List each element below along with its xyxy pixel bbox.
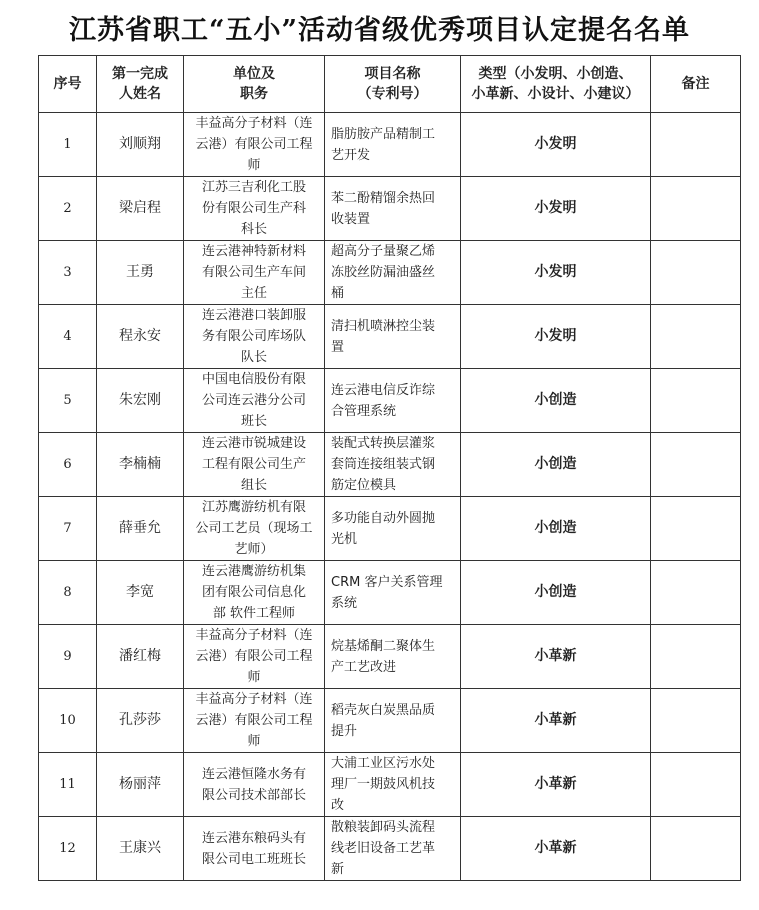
cell-unit xyxy=(184,241,325,305)
table-header-row xyxy=(39,56,741,113)
cell-project-line: 理厂一期鼓风机技 xyxy=(331,777,436,792)
table-row xyxy=(39,817,741,881)
cell-seq: 6 xyxy=(39,433,97,497)
cell-unit xyxy=(184,753,325,817)
cell-type: 小发明 xyxy=(461,241,651,305)
cell-person-name: 孔莎莎 xyxy=(97,689,184,753)
cell-unit-line: 连云港港口装卸服 xyxy=(201,308,306,323)
cell-project xyxy=(325,113,461,177)
cell-project-line: 超高分子量聚乙烯 xyxy=(331,244,436,259)
cell-unit xyxy=(184,113,325,177)
cell-unit-line: 丰益高分子材料（连 xyxy=(195,116,313,131)
cell-person-name: 杨丽萍 xyxy=(97,753,184,817)
cell-project-line: 光机 xyxy=(331,531,358,547)
cell-unit-line: 公司连云港分公司 xyxy=(201,393,306,408)
cell-unit xyxy=(184,561,325,625)
table-row xyxy=(39,753,741,817)
cell-seq: 12 xyxy=(39,817,97,881)
cell-project-line: 提升 xyxy=(331,723,358,739)
cell-unit-line: 主任 xyxy=(240,286,267,301)
cell-unit-line: 连云港鹰游纺机集 xyxy=(201,564,306,579)
cell-seq: 7 xyxy=(39,497,97,561)
cell-person-name: 薛垂允 xyxy=(97,497,184,561)
cell-project xyxy=(325,433,461,497)
table-row xyxy=(39,305,741,369)
cell-unit-line: 队长 xyxy=(240,350,267,365)
cell-unit-line: 工程有限公司生产 xyxy=(201,457,306,472)
cell-project-line: 冻胶丝防漏油盛丝 xyxy=(331,265,436,280)
table-row xyxy=(39,369,741,433)
header-seq: 序号 xyxy=(39,56,97,113)
cell-project-line: 艺开发 xyxy=(331,147,371,163)
cell-project-line: 稻壳灰白炭黑品质 xyxy=(331,702,436,718)
cell-project-line: 多功能自动外圆抛 xyxy=(331,510,436,526)
cell-remark xyxy=(651,369,741,433)
cell-project-line: 装配式转换层灌浆 xyxy=(331,436,436,451)
cell-project-line: 套筒连接组装式钢 xyxy=(331,457,436,472)
cell-person-name: 李楠楠 xyxy=(97,433,184,497)
table-row xyxy=(39,625,741,689)
header-type: 类型（小发明、小创造、 小革新、小设计、小建议） xyxy=(461,56,651,113)
cell-unit-line: 连云港神特新材料 xyxy=(201,244,306,259)
cell-person-name: 王康兴 xyxy=(97,817,184,881)
cell-seq: 3 xyxy=(39,241,97,305)
table-row xyxy=(39,241,741,305)
cell-type: 小创造 xyxy=(461,369,651,433)
cell-unit-line: 限公司电工班班长 xyxy=(201,851,306,867)
cell-project-line: 大浦工业区污水处 xyxy=(331,756,436,771)
cell-unit-line: 连云港东粮码头有 xyxy=(201,830,306,846)
header-person: 第一完成 人姓名 xyxy=(97,56,184,113)
cell-type: 小创造 xyxy=(461,561,651,625)
cell-project-line: 线老旧设备工艺革 xyxy=(331,841,436,856)
cell-seq: 8 xyxy=(39,561,97,625)
cell-seq: 10 xyxy=(39,689,97,753)
cell-unit xyxy=(184,369,325,433)
cell-unit xyxy=(184,689,325,753)
cell-unit-line: 艺师） xyxy=(234,542,274,557)
cell-project xyxy=(325,625,461,689)
cell-type: 小发明 xyxy=(461,177,651,241)
cell-unit-line: 师 xyxy=(247,734,261,749)
cell-unit xyxy=(184,817,325,881)
cell-type: 小革新 xyxy=(461,625,651,689)
cell-unit-line: 部 软件工程师 xyxy=(212,606,296,621)
cell-unit-line: 云港）有限公司工程 xyxy=(195,713,313,728)
cell-type: 小发明 xyxy=(461,113,651,177)
cell-unit xyxy=(184,177,325,241)
cell-project-line: 筋定位模具 xyxy=(331,478,397,493)
cell-type: 小革新 xyxy=(461,689,651,753)
cell-seq: 11 xyxy=(39,753,97,817)
cell-seq: 1 xyxy=(39,113,97,177)
cell-unit-line: 公司工艺员（现场工 xyxy=(195,521,313,536)
cell-unit-line: 师 xyxy=(247,670,261,685)
cell-person-name: 刘顺翔 xyxy=(97,113,184,177)
cell-unit-line: 丰益高分子材料（连 xyxy=(195,692,313,707)
cell-person-name: 李宽 xyxy=(97,561,184,625)
table-row xyxy=(39,497,741,561)
cell-person-name: 程永安 xyxy=(97,305,184,369)
cell-unit-line: 科长 xyxy=(240,222,267,237)
cell-unit-line: 限公司技术部部长 xyxy=(201,787,306,803)
nomination-table xyxy=(38,55,741,881)
cell-remark xyxy=(651,497,741,561)
cell-project-line: CRM 客户关系管理 xyxy=(331,574,443,590)
cell-project-line: 产工艺改进 xyxy=(331,659,397,675)
cell-unit xyxy=(184,497,325,561)
cell-remark xyxy=(651,241,741,305)
table-row xyxy=(39,113,741,177)
cell-project xyxy=(325,369,461,433)
cell-unit xyxy=(184,625,325,689)
cell-type: 小创造 xyxy=(461,497,651,561)
cell-person-name: 潘红梅 xyxy=(97,625,184,689)
cell-unit-line: 班长 xyxy=(240,414,267,429)
cell-unit-line: 连云港市锐城建设 xyxy=(201,436,306,451)
cell-project xyxy=(325,497,461,561)
cell-unit-line: 组长 xyxy=(240,478,267,493)
cell-unit-line: 连云港恒隆水务有 xyxy=(201,766,306,782)
cell-remark xyxy=(651,625,741,689)
cell-project-line: 合管理系统 xyxy=(331,403,397,419)
table-row xyxy=(39,561,741,625)
cell-unit-line: 师 xyxy=(247,158,261,173)
cell-project xyxy=(325,817,461,881)
header-unit: 单位及 职务 xyxy=(184,56,325,113)
cell-project-line: 置 xyxy=(331,339,345,355)
table-row xyxy=(39,177,741,241)
cell-project xyxy=(325,753,461,817)
cell-type: 小发明 xyxy=(461,305,651,369)
table-body xyxy=(39,113,741,881)
cell-project xyxy=(325,305,461,369)
cell-project-line: 脂肪胺产品精制工 xyxy=(331,126,436,142)
document-title: 江苏省职工“五小”活动省级优秀项目认定提名名单 xyxy=(68,15,691,46)
cell-unit-line: 有限公司生产车间 xyxy=(201,265,306,280)
cell-unit-line: 中国电信股份有限 xyxy=(201,372,306,387)
cell-project xyxy=(325,241,461,305)
cell-remark xyxy=(651,433,741,497)
header-remark: 备注 xyxy=(651,56,741,113)
cell-person-name: 梁启程 xyxy=(97,177,184,241)
cell-unit xyxy=(184,305,325,369)
cell-unit xyxy=(184,433,325,497)
cell-person-name: 朱宏刚 xyxy=(97,369,184,433)
cell-seq: 9 xyxy=(39,625,97,689)
cell-project-line: 散粮装卸码头流程 xyxy=(331,820,436,835)
cell-unit-line: 江苏三吉利化工股 xyxy=(201,180,306,195)
cell-project-line: 连云港电信反诈综 xyxy=(331,382,436,398)
cell-unit-line: 丰益高分子材料（连 xyxy=(195,628,313,643)
cell-unit-line: 团有限公司信息化 xyxy=(201,585,306,600)
cell-remark xyxy=(651,561,741,625)
cell-remark xyxy=(651,817,741,881)
cell-unit-line: 云港）有限公司工程 xyxy=(195,649,313,664)
cell-project-line: 系统 xyxy=(331,595,358,611)
cell-unit-line: 份有限公司生产科 xyxy=(201,201,306,216)
cell-unit-line: 云港）有限公司工程 xyxy=(195,137,313,152)
cell-type: 小革新 xyxy=(461,753,651,817)
cell-remark xyxy=(651,113,741,177)
cell-project xyxy=(325,561,461,625)
cell-type: 小创造 xyxy=(461,433,651,497)
cell-person-name: 王勇 xyxy=(97,241,184,305)
cell-project-line: 烷基烯酮二聚体生 xyxy=(331,638,436,654)
cell-project-line: 新 xyxy=(331,862,345,877)
cell-project-line: 桶 xyxy=(331,286,345,301)
cell-seq: 2 xyxy=(39,177,97,241)
cell-remark xyxy=(651,177,741,241)
cell-seq: 4 xyxy=(39,305,97,369)
cell-project-line: 清扫机喷淋控尘装 xyxy=(331,318,436,334)
cell-remark xyxy=(651,305,741,369)
header-project: 项目名称 （专利号） xyxy=(325,56,461,113)
cell-project xyxy=(325,177,461,241)
cell-project-line: 收装置 xyxy=(331,211,371,227)
cell-unit-line: 江苏鹰游纺机有限 xyxy=(201,500,306,515)
cell-type: 小革新 xyxy=(461,817,651,881)
cell-seq: 5 xyxy=(39,369,97,433)
cell-unit-line: 务有限公司库场队 xyxy=(201,329,306,344)
cell-project xyxy=(325,689,461,753)
cell-remark xyxy=(651,689,741,753)
cell-project-line: 苯二酚精馏余热回 xyxy=(331,190,436,206)
table-row xyxy=(39,433,741,497)
table-row xyxy=(39,689,741,753)
cell-project-line: 改 xyxy=(331,798,345,813)
cell-remark xyxy=(651,753,741,817)
